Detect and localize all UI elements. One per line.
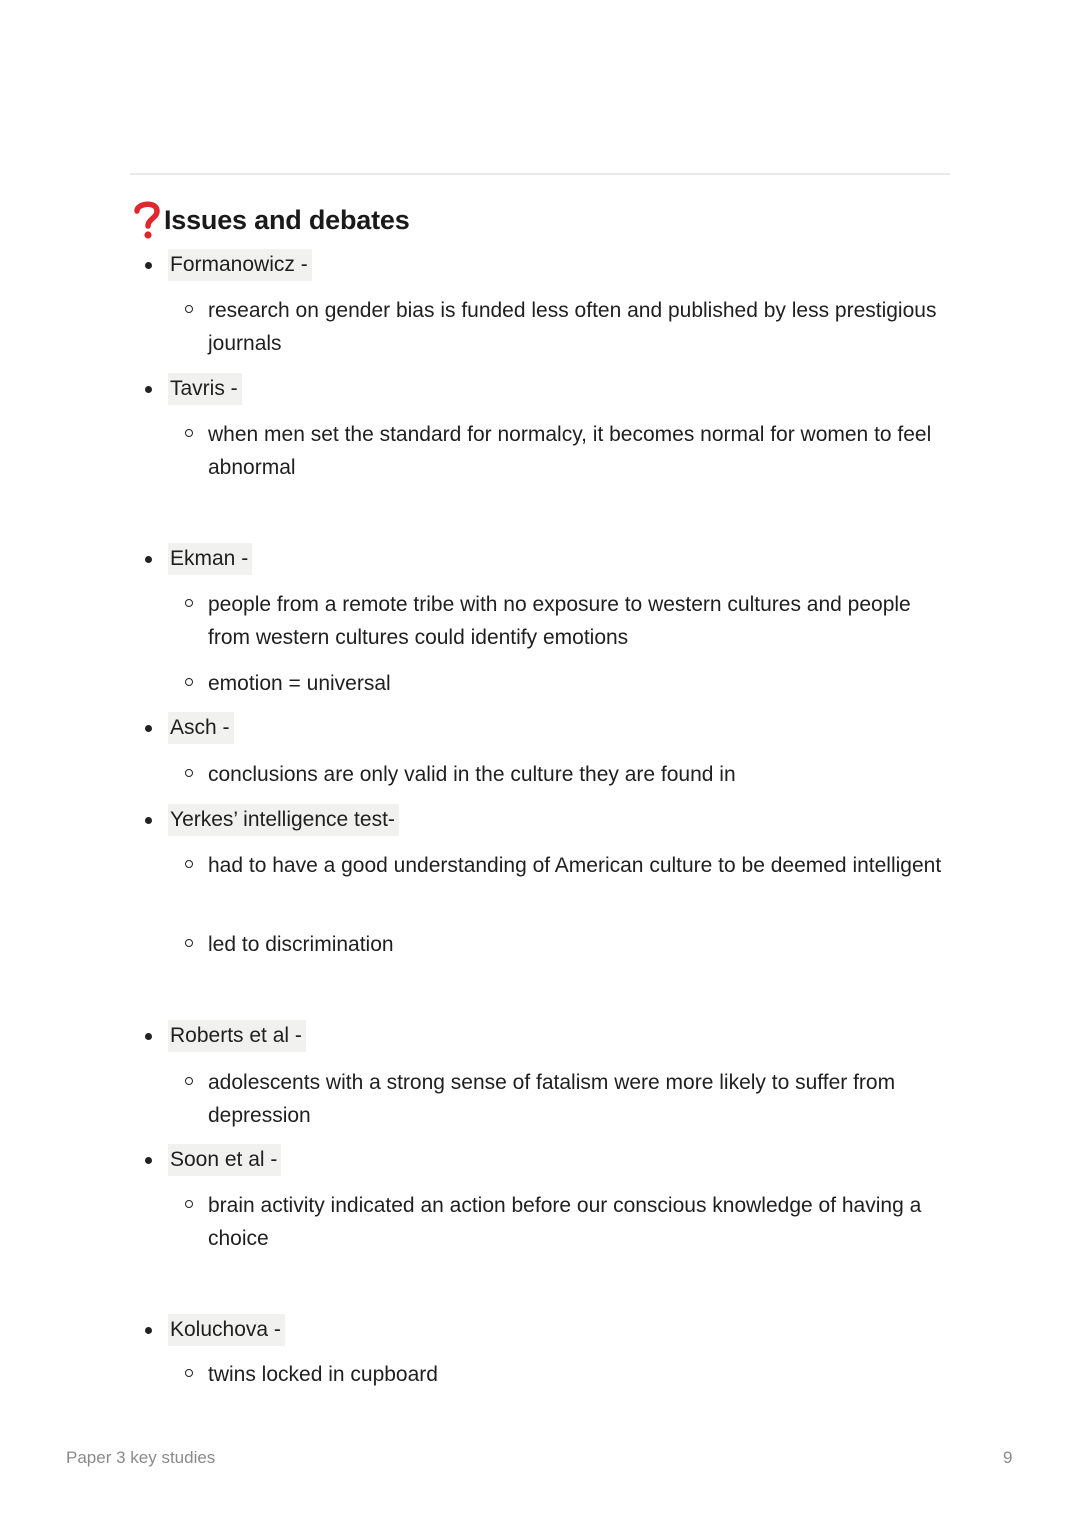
bullet-icon — [145, 386, 152, 393]
bullet-icon — [145, 1327, 152, 1334]
study-name: Formanowicz - — [168, 249, 312, 281]
bullet-icon — [145, 1033, 152, 1040]
sub-bullet-icon — [185, 429, 193, 437]
study-name: Asch - — [168, 712, 234, 744]
section-title: Issues and debates — [164, 204, 410, 235]
study-name: Roberts et al - — [168, 1020, 306, 1052]
section-heading — [133, 198, 410, 242]
study-point: had to have a good understanding of American culture to be deemed intelligent — [208, 854, 942, 877]
sub-bullet-icon — [185, 1077, 193, 1085]
bullet-icon — [145, 1157, 152, 1164]
sub-list-item — [182, 588, 952, 654]
sub-list-item — [182, 1358, 952, 1391]
sub-list-item — [182, 418, 952, 484]
study-point: adolescents with a strong sense of fatalism were more likely to suffer from depression — [208, 1071, 896, 1127]
study-point: brain activity indicated an action before our conscious knowledge of having a choice — [208, 1194, 922, 1250]
list-item — [140, 543, 252, 575]
sub-list-item — [182, 758, 952, 791]
study-name: Ekman - — [168, 543, 252, 575]
study-name: Soon et al - — [168, 1144, 281, 1176]
list-item — [140, 1314, 285, 1346]
study-name: Yerkes’ intelligence test- — [168, 804, 399, 836]
list-item — [140, 1020, 306, 1052]
sub-bullet-icon — [185, 1369, 193, 1377]
study-point: when men set the standard for normalcy, it becomes normal for women to feel abnormal — [208, 423, 932, 479]
sub-list-item — [182, 667, 952, 700]
bullet-icon — [145, 262, 152, 269]
bullet-icon — [145, 556, 152, 563]
study-point: twins locked in cupboard — [208, 1363, 438, 1386]
sub-bullet-icon — [185, 599, 193, 607]
sub-bullet-icon — [185, 860, 193, 868]
sub-list-item — [182, 1066, 952, 1132]
question-mark-icon — [133, 200, 161, 240]
section-divider — [130, 173, 950, 175]
study-point: research on gender bias is funded less often and published by less prestigious journals — [208, 299, 937, 355]
study-name: Koluchova - — [168, 1314, 285, 1346]
study-point: people from a remote tribe with no exposure to western cultures and people from western cultures could identify emotions — [208, 593, 911, 649]
study-point: conclusions are only valid in the culture they are found in — [208, 763, 736, 786]
study-point: emotion = universal — [208, 672, 391, 695]
list-item — [140, 1144, 281, 1176]
bullet-icon — [145, 817, 152, 824]
sub-list-item — [182, 928, 952, 961]
list-item — [140, 712, 234, 744]
footer-title: Paper 3 key studies — [66, 1448, 216, 1467]
sub-bullet-icon — [185, 1200, 193, 1208]
sub-bullet-icon — [185, 305, 193, 313]
list-item — [140, 804, 399, 836]
sub-list-item — [182, 1189, 952, 1255]
sub-list-item — [182, 294, 952, 360]
page-number: 9 — [1003, 1448, 1013, 1467]
sub-bullet-icon — [185, 678, 193, 686]
sub-bullet-icon — [185, 769, 193, 777]
study-name: Tavris - — [168, 373, 242, 405]
list-item — [140, 249, 312, 281]
bullet-icon — [145, 725, 152, 732]
study-point: led to discrimination — [208, 933, 394, 956]
sub-bullet-icon — [185, 939, 193, 947]
sub-list-item — [182, 849, 952, 882]
list-item — [140, 373, 242, 405]
